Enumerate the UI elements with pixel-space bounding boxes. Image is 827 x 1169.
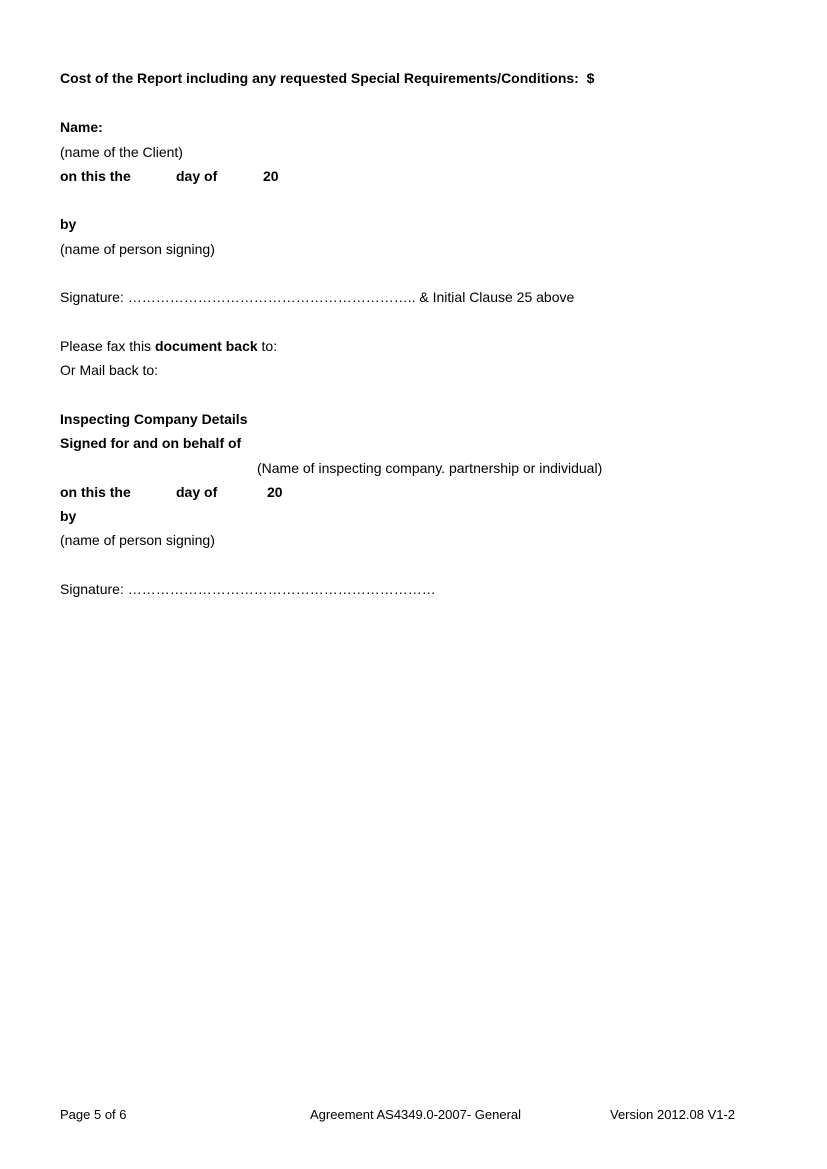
inspector-on-this-the: on this the	[60, 484, 131, 500]
inspector-signature-dots: …………………………………………………………	[127, 581, 436, 597]
client-signature-dots: ……………………………………………………..	[127, 289, 416, 305]
inspector-heading: Inspecting Company Details	[60, 411, 248, 427]
inspector-day-of: day of	[176, 484, 218, 500]
inspector-by: by	[60, 508, 77, 524]
client-initial-clause: & Initial Clause 25 above	[419, 289, 575, 305]
cost-label: Cost of the Report including any requested Special Requirements/Conditions:	[60, 70, 579, 86]
inspector-signed-for: Signed for and on behalf of	[60, 435, 242, 451]
inspector-signature-label: Signature:	[60, 581, 124, 597]
footer-page: Page 5 of 6	[60, 1107, 127, 1122]
client-name-label: Name:	[60, 119, 103, 135]
footer-version: Version 2012.08 V1-2	[610, 1107, 736, 1122]
client-day-of: day of	[176, 168, 218, 184]
client-date-line	[60, 168, 131, 184]
inspector-signer-hint: (name of person signing)	[60, 532, 215, 548]
client-signature-label: Signature:	[60, 289, 124, 305]
client-on-this-the: on this the	[60, 168, 131, 184]
fax-bold: document back	[154, 338, 258, 354]
client-name-hint: (name of the Client)	[60, 144, 183, 160]
client-by: by	[60, 216, 77, 232]
cost-line	[60, 70, 594, 86]
mail-line: Or Mail back to:	[60, 362, 159, 378]
inspector-company-hint: (Name of inspecting company. partnership or individual)	[257, 460, 603, 476]
fax-suffix: to:	[261, 338, 278, 354]
fax-line	[60, 338, 277, 354]
footer-agreement: Agreement AS4349.0-2007- General	[310, 1107, 522, 1122]
client-signer-hint: (name of person signing)	[60, 241, 215, 257]
fax-prefix: Please fax this	[60, 338, 152, 354]
client-year: 20	[263, 168, 279, 184]
inspector-signature-line	[60, 581, 436, 597]
inspector-year: 20	[267, 484, 283, 500]
cost-currency: $	[586, 70, 595, 86]
client-signature-line	[60, 289, 574, 305]
